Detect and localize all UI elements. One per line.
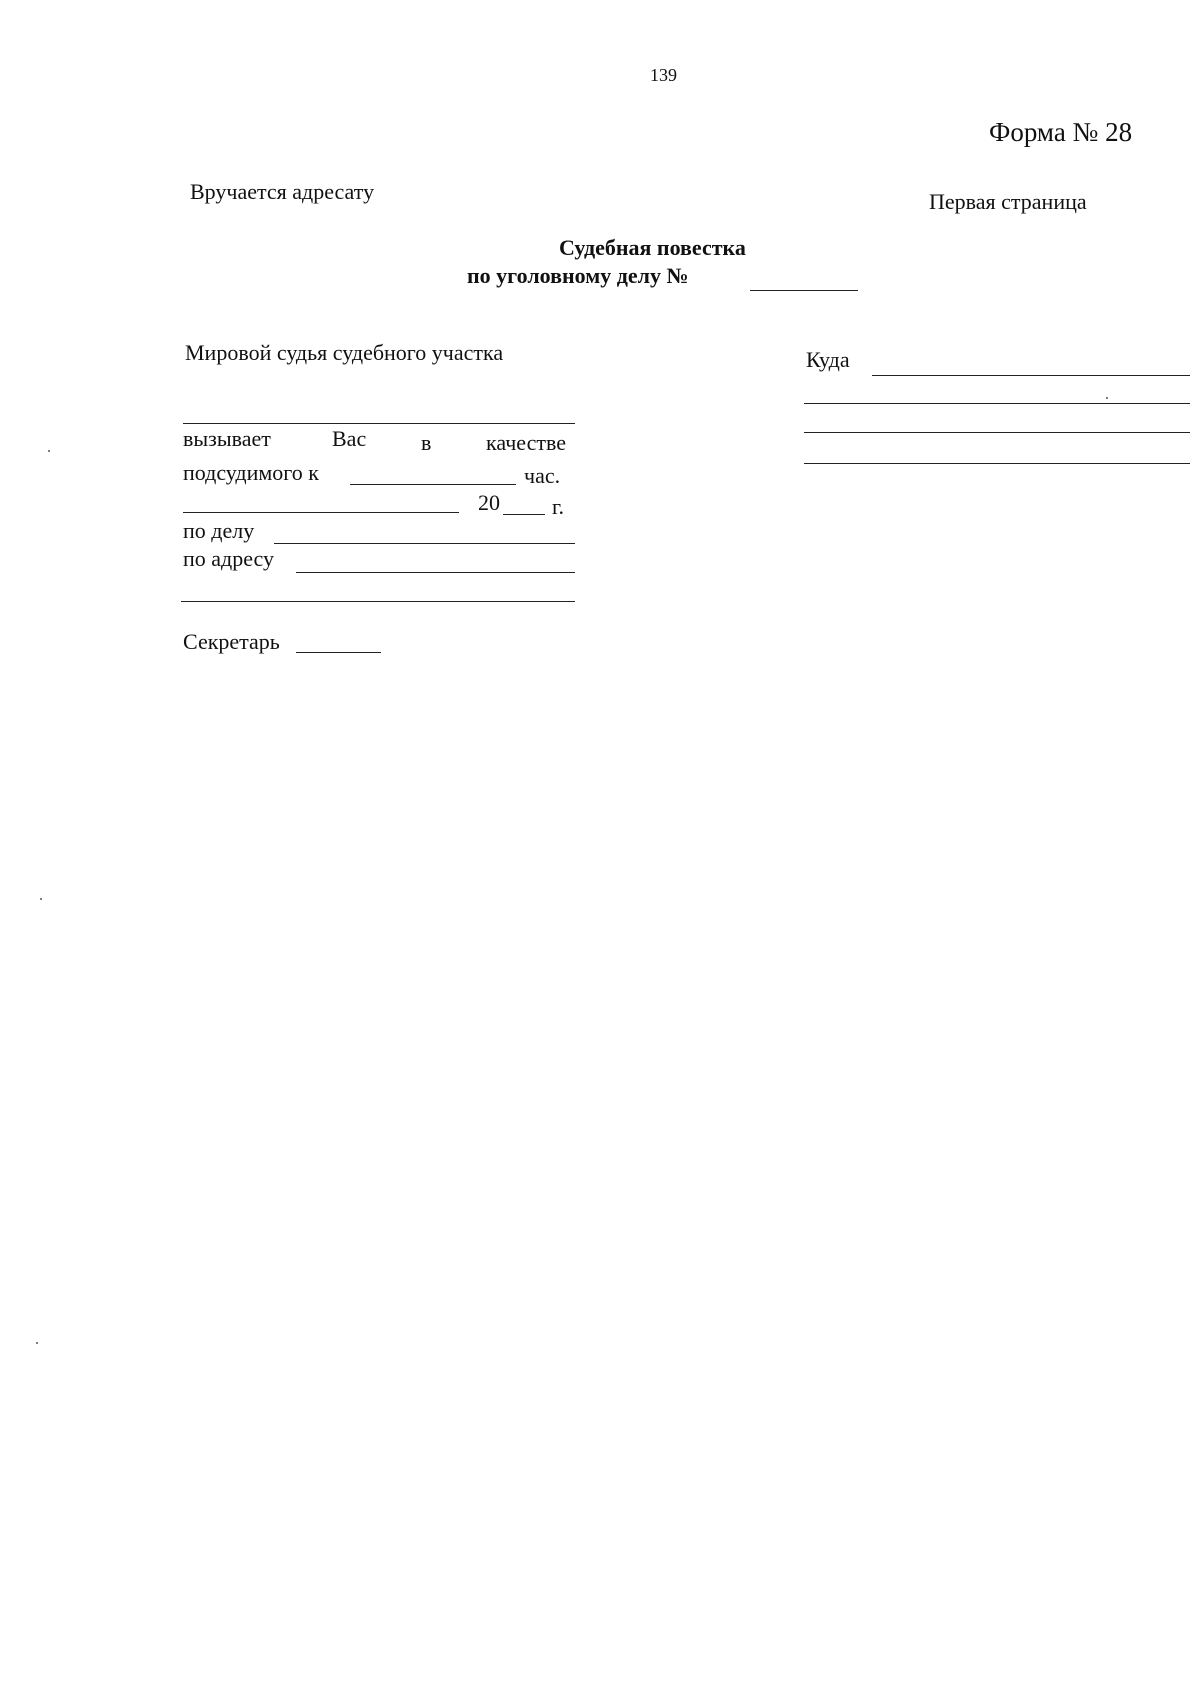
case-line xyxy=(274,543,575,544)
secretary-label: Секретарь xyxy=(183,629,280,654)
address-line-2 xyxy=(181,601,575,602)
in-word: в xyxy=(421,430,432,455)
form-label: Форма № 28 xyxy=(989,117,1133,147)
where-line-2 xyxy=(804,403,1190,404)
margin-speck-3 xyxy=(36,1342,38,1344)
speck xyxy=(1106,397,1108,399)
case-number-line xyxy=(750,290,858,291)
where-line-4 xyxy=(804,463,1190,464)
delivered-to-label: Вручается адресату xyxy=(190,179,375,204)
margin-speck-1 xyxy=(48,450,50,452)
judge-label: Мировой судья судебного участка xyxy=(185,340,504,365)
secretary-signature-line xyxy=(296,652,381,653)
hour-label: час. xyxy=(524,463,561,488)
date-line xyxy=(183,512,459,513)
court-plot-line xyxy=(183,423,575,424)
page-side-label: Первая страница xyxy=(929,189,1087,214)
as-word: качестве xyxy=(486,430,567,455)
calls-word: вызывает xyxy=(183,426,271,451)
case-label: по делу xyxy=(183,518,255,543)
where-label: Куда xyxy=(806,347,850,372)
you-word: Вас xyxy=(332,426,367,451)
year-prefix: 20 xyxy=(478,490,500,515)
year-suffix: г. xyxy=(552,494,565,519)
summons-subtitle: по уголовному делу № xyxy=(467,263,689,288)
page-number: 139 xyxy=(650,65,677,85)
summons-title: Судебная повестка xyxy=(559,235,746,260)
where-line-3 xyxy=(804,432,1190,433)
address-line xyxy=(296,572,575,573)
year-line xyxy=(503,514,545,515)
defendant-label: подсудимого к xyxy=(183,460,319,485)
hour-line xyxy=(350,484,516,485)
address-label: по адресу xyxy=(183,546,275,571)
where-line-1 xyxy=(872,375,1190,376)
margin-speck-2 xyxy=(40,898,42,900)
